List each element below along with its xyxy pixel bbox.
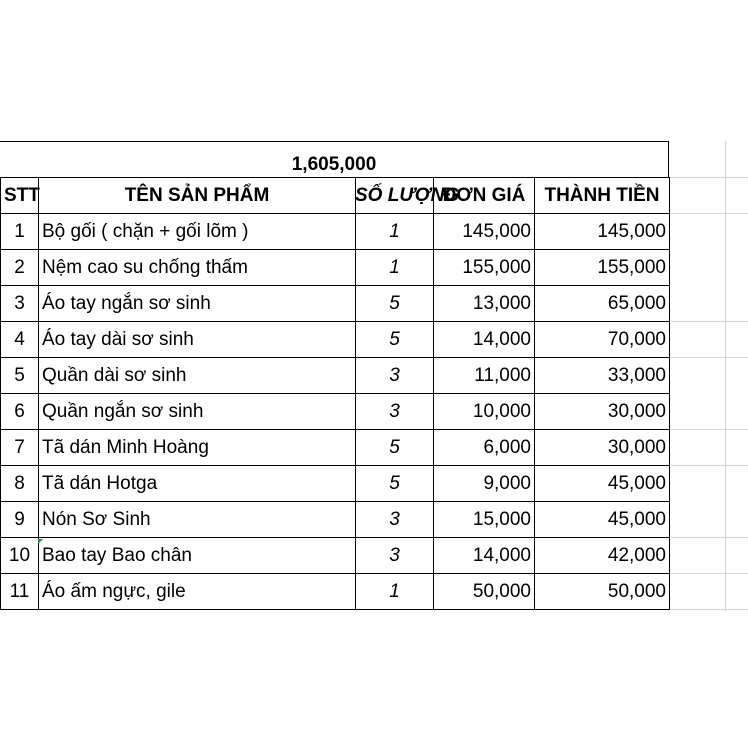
- cell-unit-price[interactable]: 145,000: [434, 214, 535, 250]
- header-quantity[interactable]: SỐ LƯỢNG: [356, 178, 434, 214]
- gridline: [725, 141, 726, 611]
- cell-line-total[interactable]: 33,000: [535, 358, 670, 394]
- cell-unit-price[interactable]: 14,000: [434, 538, 535, 574]
- gridline: [668, 429, 748, 430]
- cell-stt[interactable]: 11: [1, 574, 39, 610]
- grand-total-cell[interactable]: 1,605,000: [0, 141, 669, 178]
- header-product-name[interactable]: TÊN SẢN PHẨM: [39, 178, 356, 214]
- cell-quantity[interactable]: 3: [356, 358, 434, 394]
- cell-product-name[interactable]: Áo tay ngắn sơ sinh: [39, 286, 356, 322]
- cell-product-name[interactable]: Quần dài sơ sinh: [39, 358, 356, 394]
- cell-note-marker: [38, 539, 43, 544]
- cell-stt[interactable]: 9: [1, 502, 39, 538]
- cell-quantity[interactable]: 5: [356, 286, 434, 322]
- cell-product-name[interactable]: Áo ấm ngực, gile: [39, 574, 356, 610]
- cell-stt[interactable]: 8: [1, 466, 39, 502]
- cell-unit-price[interactable]: 155,000: [434, 250, 535, 286]
- cell-stt[interactable]: 1: [1, 214, 39, 250]
- gridline: [668, 537, 748, 538]
- cell-stt[interactable]: 10: [1, 538, 39, 574]
- cell-stt[interactable]: 7: [1, 430, 39, 466]
- table-row: [1, 502, 670, 538]
- cell-quantity[interactable]: 5: [356, 322, 434, 358]
- cell-product-name[interactable]: Bộ gối ( chặn + gối lõm ): [39, 214, 356, 250]
- cell-line-total[interactable]: 155,000: [535, 250, 670, 286]
- cell-stt[interactable]: 4: [1, 322, 39, 358]
- table-row: [1, 430, 670, 466]
- gridline: [668, 465, 748, 466]
- gridline: [668, 573, 748, 574]
- cell-stt[interactable]: 3: [1, 286, 39, 322]
- gridline: [668, 213, 748, 214]
- cell-quantity[interactable]: 3: [356, 394, 434, 430]
- cell-quantity[interactable]: 1: [356, 214, 434, 250]
- header-stt[interactable]: STT: [1, 178, 39, 214]
- cell-line-total[interactable]: 45,000: [535, 502, 670, 538]
- table-row: [1, 466, 670, 502]
- table-row: [1, 574, 670, 610]
- cell-quantity[interactable]: 1: [356, 574, 434, 610]
- cell-stt[interactable]: 6: [1, 394, 39, 430]
- cell-line-total[interactable]: 45,000: [535, 466, 670, 502]
- cell-line-total[interactable]: 30,000: [535, 430, 670, 466]
- cell-product-name[interactable]: Bao tay Bao chân: [39, 538, 356, 574]
- table-row: [1, 394, 670, 430]
- header-line-total[interactable]: THÀNH TIỀN: [535, 178, 670, 214]
- gridline: [668, 177, 748, 178]
- cell-unit-price[interactable]: 13,000: [434, 286, 535, 322]
- table-row: [1, 214, 670, 250]
- cell-quantity[interactable]: 5: [356, 430, 434, 466]
- cell-product-name[interactable]: Tã dán Hotga: [39, 466, 356, 502]
- cell-product-name[interactable]: Áo tay dài sơ sinh: [39, 322, 356, 358]
- cell-line-total[interactable]: 65,000: [535, 286, 670, 322]
- table-row: [1, 250, 670, 286]
- cell-unit-price[interactable]: 9,000: [434, 466, 535, 502]
- header-unit-price[interactable]: ĐƠN GIÁ: [434, 178, 535, 214]
- cell-line-total[interactable]: 42,000: [535, 538, 670, 574]
- cell-line-total[interactable]: 30,000: [535, 394, 670, 430]
- gridline: [668, 321, 748, 322]
- cell-quantity[interactable]: 3: [356, 538, 434, 574]
- table-row: [1, 286, 670, 322]
- gridline: [668, 357, 748, 358]
- cell-unit-price[interactable]: 15,000: [434, 502, 535, 538]
- cell-unit-price[interactable]: 11,000: [434, 358, 535, 394]
- cell-unit-price[interactable]: 10,000: [434, 394, 535, 430]
- cell-line-total[interactable]: 50,000: [535, 574, 670, 610]
- cell-line-total[interactable]: 70,000: [535, 322, 670, 358]
- table-row: [1, 322, 670, 358]
- cell-product-name[interactable]: Quần ngắn sơ sinh: [39, 394, 356, 430]
- table-row: [1, 538, 670, 574]
- cell-unit-price[interactable]: 50,000: [434, 574, 535, 610]
- cell-product-name[interactable]: Tã dán Minh Hoàng: [39, 430, 356, 466]
- cell-product-name[interactable]: Nón Sơ Sinh: [39, 502, 356, 538]
- cell-unit-price[interactable]: 6,000: [434, 430, 535, 466]
- cell-quantity[interactable]: 3: [356, 502, 434, 538]
- cell-quantity[interactable]: 1: [356, 250, 434, 286]
- cell-unit-price[interactable]: 14,000: [434, 322, 535, 358]
- table-row: [1, 358, 670, 394]
- header-row: [1, 178, 670, 214]
- cell-line-total[interactable]: 145,000: [535, 214, 670, 250]
- cell-quantity[interactable]: 5: [356, 466, 434, 502]
- cell-stt[interactable]: 2: [1, 250, 39, 286]
- product-table: [0, 177, 670, 610]
- cell-product-name[interactable]: Nệm cao su chống thấm: [39, 250, 356, 286]
- gridline: [668, 609, 748, 610]
- cell-stt[interactable]: 5: [1, 358, 39, 394]
